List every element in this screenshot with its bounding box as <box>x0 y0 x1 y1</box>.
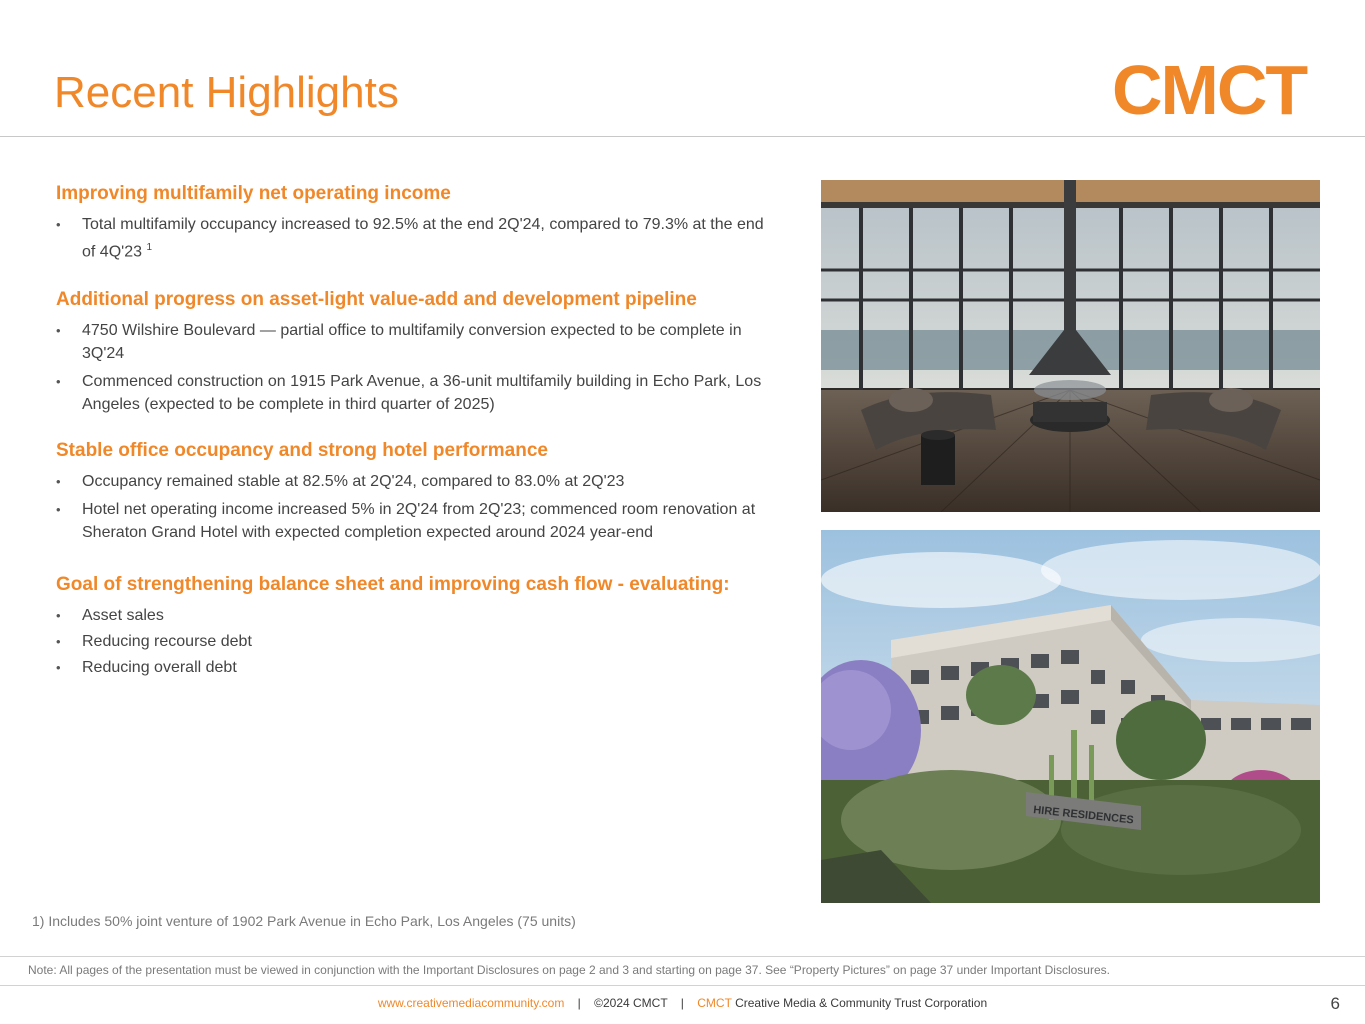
bullet-text: Asset sales <box>82 607 164 625</box>
bullet-list <box>56 213 776 263</box>
bullet-icon: • <box>56 323 61 339</box>
lounge-interior-photo <box>821 180 1320 512</box>
footer <box>0 996 1365 1010</box>
list-item <box>56 630 776 653</box>
section-balance-sheet <box>56 574 776 679</box>
section-multifamily-noi <box>56 183 776 263</box>
footer-separator: | <box>680 996 684 1010</box>
list-item <box>56 213 776 263</box>
bullet-text: Occupancy remained stable at 82.5% at 2Q'24, compared to 83.0% at 2Q'23 <box>82 473 625 491</box>
footnote-divider <box>0 956 1365 957</box>
section-development-pipeline <box>56 289 776 416</box>
bullet-list <box>56 319 776 416</box>
list-item <box>56 656 776 679</box>
footer-divider <box>0 985 1365 986</box>
list-item <box>56 604 776 627</box>
bullet-icon: • <box>56 660 61 676</box>
footer-separator: | <box>577 996 581 1010</box>
footnote-ref: 1 <box>146 242 152 253</box>
bullet-list <box>56 604 776 679</box>
highlights-content <box>56 183 776 701</box>
bullet-text: Reducing recourse debt <box>82 633 252 651</box>
bullet-icon: • <box>56 217 61 232</box>
bullet-icon: • <box>56 474 61 490</box>
list-item <box>56 470 776 493</box>
section-heading: Goal of strengthening balance sheet and improving cash flow - evaluating: <box>56 574 730 596</box>
section-heading: Stable office occupancy and strong hotel performance <box>56 440 548 462</box>
page-number: 6 <box>1330 994 1340 1013</box>
section-heading: Improving multifamily net operating income <box>56 183 451 204</box>
page-title: Recent Highlights <box>54 68 399 117</box>
website-link[interactable]: www.creativemediacommunity.com <box>377 996 565 1010</box>
bullet-text: Hotel net operating income increased 5% in 2Q'24 from 2Q'23; commenced room renovation at Sheraton Grand Hotel with expected completion expected around 2024 year-end <box>82 501 756 542</box>
bullet-text: 4750 Wilshire Boulevard — partial office to multifamily conversion expected to be complete in 3Q'24 <box>82 322 742 363</box>
section-heading: Additional progress on asset-light value-add and development pipeline <box>56 289 697 311</box>
copyright-text: ©2024 CMCT <box>594 996 668 1010</box>
residences-exterior-photo <box>821 530 1320 903</box>
footer-brand-short: CMCT <box>697 996 732 1010</box>
bullet-list <box>56 470 776 544</box>
bullet-text: Reducing overall debt <box>82 659 237 677</box>
disclosure-note: Note: All pages of the presentation must be viewed in conjunction with the Important Disclosures on page 2 and 3 and starting on page 37. See “Property Pictures” on page 37 under Important Disclosures. <box>28 963 1110 977</box>
footer-brand-long: Creative Media & Community Trust Corporation <box>735 996 988 1010</box>
bullet-icon: • <box>56 502 61 518</box>
section-office-hotel <box>56 440 776 544</box>
footnote: 1) Includes 50% joint venture of 1902 Park Avenue in Echo Park, Los Angeles (75 units) <box>32 913 576 929</box>
bullet-text: Total multifamily occupancy increased to 92.5% at the end 2Q'24, compared to 79.3% at the end of 4Q'23 <box>82 216 764 261</box>
header-divider <box>0 136 1365 137</box>
bullet-icon: • <box>56 374 61 390</box>
bullet-text: Commenced construction on 1915 Park Avenue, a 36-unit multifamily building in Echo Park, Los Angeles (expected to be complete in third quarter of 2025) <box>82 373 762 414</box>
list-item <box>56 498 776 544</box>
list-item <box>56 370 776 416</box>
bullet-icon: • <box>56 634 61 650</box>
list-item <box>56 319 776 365</box>
residences-sign-text: HIRE RESIDENCES <box>1032 804 1135 827</box>
cmct-logo: CMCT <box>1112 51 1307 129</box>
bullet-icon: • <box>56 608 61 624</box>
